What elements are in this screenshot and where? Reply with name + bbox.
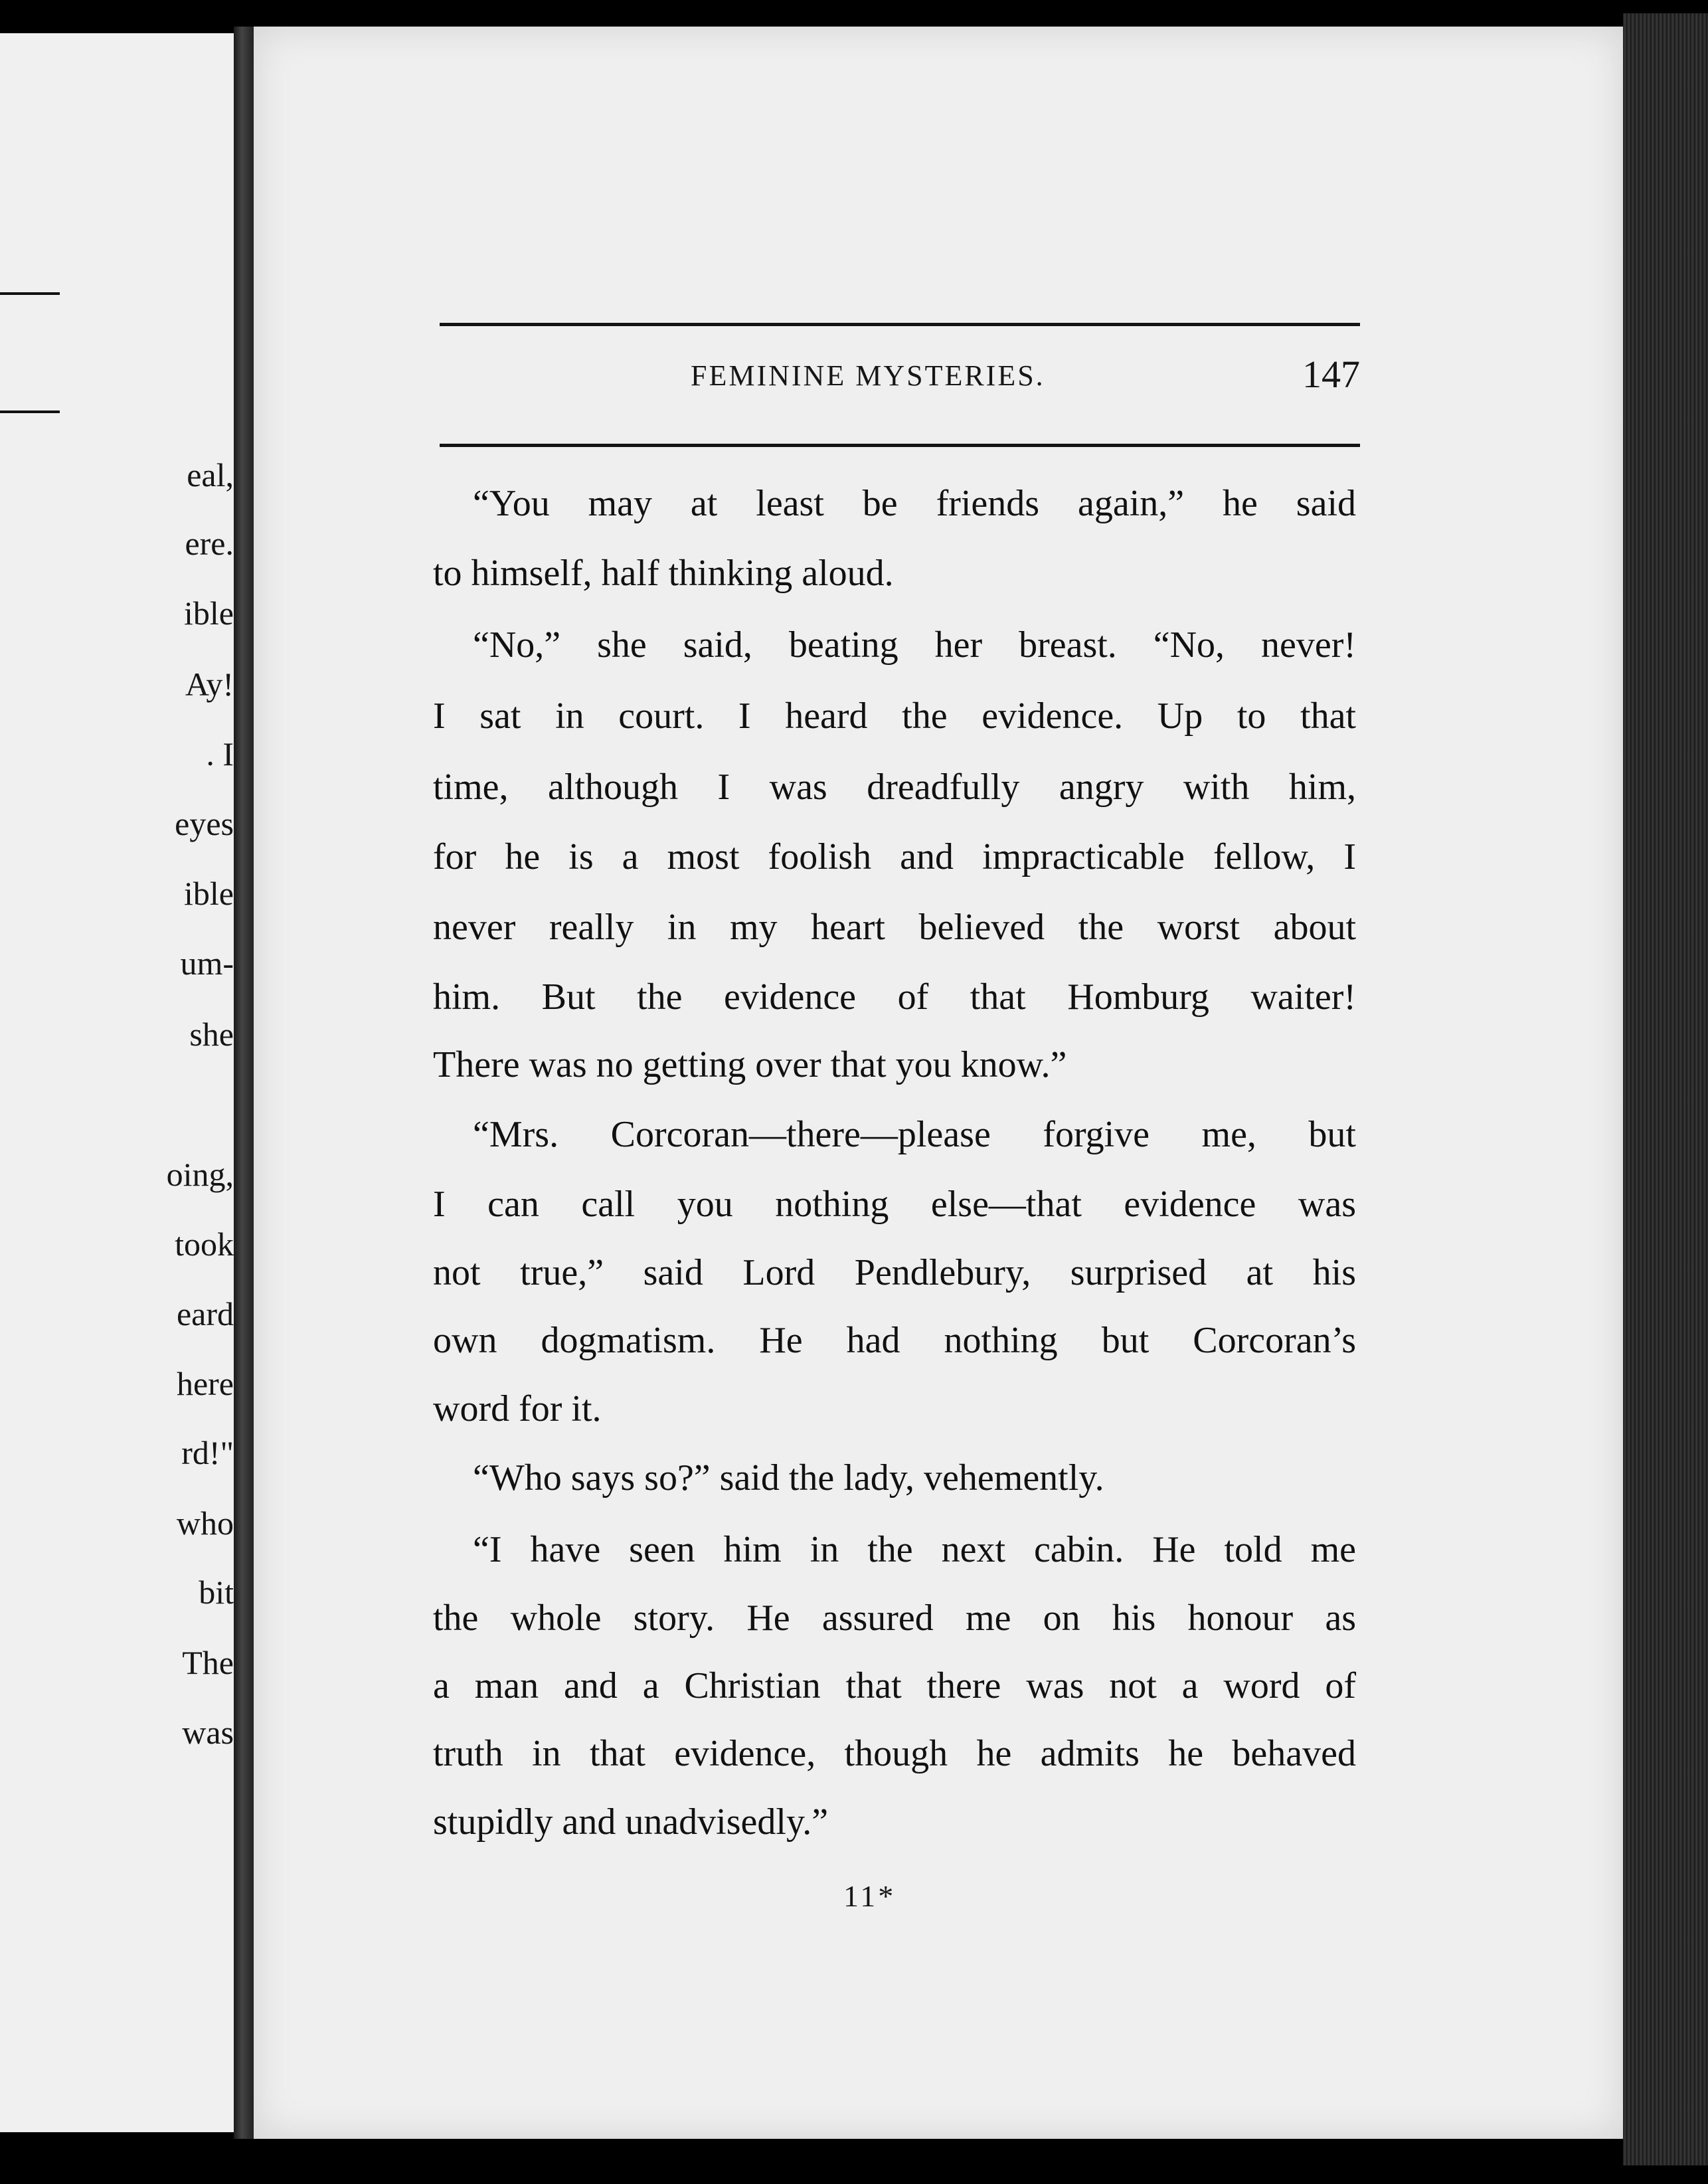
signature-mark: 11* (843, 1879, 897, 1913)
body-line: I can call you nothing else—that evidence was (433, 1184, 1356, 1225)
left-page-line: The (182, 1644, 234, 1681)
body-line: never really in my heart believed the worst about (433, 907, 1356, 948)
left-page-line: ible (184, 875, 234, 912)
body-line: “I have seen him in the next cabin. He told me (473, 1529, 1356, 1570)
body-line: to himself, half thinking aloud. (433, 553, 894, 594)
header-rule-bottom (440, 444, 1360, 447)
left-page (0, 33, 234, 2132)
book-gutter (234, 27, 254, 2139)
left-page-line: took (175, 1226, 234, 1263)
left-page-line: oing, (166, 1156, 234, 1193)
header-rule-top (440, 323, 1360, 326)
body-line: not true,” said Lord Pendlebury, surprised at his (433, 1252, 1356, 1293)
body-line: a man and a Christian that there was not a word of (433, 1665, 1356, 1706)
page-number: 147 (1302, 353, 1360, 396)
left-page-line: . I (206, 735, 234, 773)
body-line: “Who says so?” said the lady, vehemently. (473, 1457, 1104, 1499)
left-page-line: um- (180, 945, 234, 982)
left-page-line: was (182, 1714, 234, 1751)
left-page-rule-bottom (0, 410, 60, 413)
left-page-line: eyes (175, 805, 234, 842)
body-line: time, although I was dreadfully angry with him, (433, 767, 1356, 808)
body-line: word for it. (433, 1388, 602, 1429)
body-line: him. But the evidence of that Homburg waiter! (433, 976, 1356, 1018)
body-line: own dogmatism. He had nothing but Corcoran’s (433, 1320, 1356, 1361)
left-page-line: Ay! (185, 666, 234, 703)
page-edges (1623, 13, 1708, 2165)
running-title: FEMININE MYSTERIES. (691, 359, 1045, 392)
left-page-line: eard (176, 1295, 234, 1332)
body-line: truth in that evidence, though he admits he behaved (433, 1733, 1356, 1774)
running-head (440, 352, 1360, 405)
body-line: for he is a most foolish and impracticable fellow, I (433, 836, 1356, 877)
left-page-line: here (176, 1365, 234, 1402)
left-page-line: ere. (185, 525, 234, 562)
left-page-line: ible (184, 594, 234, 632)
body-line: “You may at least be friends again,” he said (473, 483, 1356, 524)
left-page-rule-top (0, 292, 60, 295)
body-line: stupidly and unadvisedly.” (433, 1801, 829, 1843)
left-page-line: rd!" (181, 1434, 234, 1471)
left-page-line: who (176, 1504, 234, 1542)
left-page-line: bit (199, 1574, 234, 1611)
body-line: “Mrs. Corcoran—there—please forgive me, but (473, 1114, 1356, 1155)
body-line: “No,” she said, beating her breast. “No, never! (473, 624, 1356, 666)
body-line: There was no getting over that you know.” (433, 1044, 1067, 1085)
body-line: I sat in court. I heard the evidence. Up to that (433, 695, 1356, 737)
left-page-line: she (189, 1016, 234, 1053)
left-page-line: eal, (187, 456, 234, 494)
body-line: the whole story. He assured me on his honour as (433, 1597, 1356, 1639)
